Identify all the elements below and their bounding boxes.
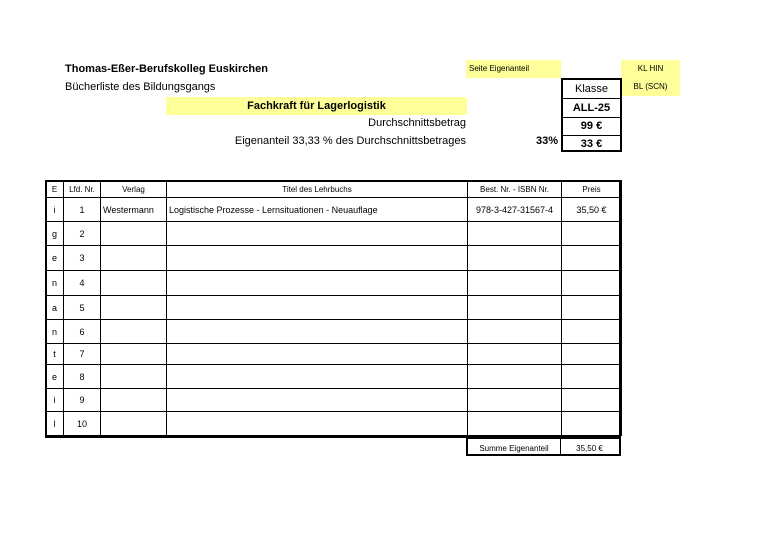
isbn-cell <box>468 271 562 296</box>
title-cell: Logistische Prozesse - Lernsituationen - Neuauflage <box>167 198 468 222</box>
isbn-cell <box>468 222 562 246</box>
share-label: Eigenanteil 33,33 % des Durchschnittsbetrages <box>234 135 466 147</box>
row-number: 1 <box>64 198 101 222</box>
side-letter: n <box>46 271 64 296</box>
publisher-cell <box>101 412 167 436</box>
row-number: 6 <box>64 320 101 344</box>
side-letter: t <box>46 344 64 365</box>
row-number: 3 <box>64 246 101 271</box>
title-cell <box>167 320 468 344</box>
side-letter: i <box>46 389 64 412</box>
price-cell <box>562 344 622 365</box>
isbn-cell <box>468 344 562 365</box>
price-cell <box>562 412 622 436</box>
price-cell <box>562 365 622 389</box>
title-cell <box>167 246 468 271</box>
price-cell <box>562 320 622 344</box>
publisher-cell: Westermann <box>101 198 167 222</box>
isbn-cell <box>468 365 562 389</box>
col-header-isbn: Best. Nr. - ISBN Nr. <box>468 181 562 198</box>
publisher-cell <box>101 222 167 246</box>
isbn-cell <box>468 389 562 412</box>
table-row <box>46 246 622 271</box>
row-number: 2 <box>64 222 101 246</box>
title-cell <box>167 296 468 320</box>
row-number: 5 <box>64 296 101 320</box>
publisher-cell <box>101 344 167 365</box>
sum-label: Summe Eigenanteil <box>466 437 561 456</box>
program-title: Fachkraft für Lagerlogistik <box>166 97 467 115</box>
table-row <box>46 222 622 246</box>
col-header-e: E <box>46 181 64 198</box>
title-cell <box>167 389 468 412</box>
col-header-number: Lfd. Nr. <box>64 181 101 198</box>
isbn-cell <box>468 320 562 344</box>
table-row <box>46 320 622 344</box>
isbn-cell <box>468 296 562 320</box>
table-header-row <box>46 181 622 198</box>
table-row <box>46 365 622 389</box>
school-name: Thomas-Eßer-Berufskolleg Euskirchen <box>65 63 268 75</box>
table-row <box>46 412 622 436</box>
publisher-cell <box>101 320 167 344</box>
page-share-label: Seite Eigenanteil <box>466 60 561 78</box>
share-percent: 33% <box>535 135 558 147</box>
title-cell <box>167 344 468 365</box>
sum-value: 35,50 € <box>560 437 621 456</box>
side-letter: n <box>46 320 64 344</box>
price-cell <box>562 222 622 246</box>
booklist-subtitle: Bücherliste des Bildungsgangs <box>65 81 216 93</box>
title-cell <box>167 365 468 389</box>
col-header-price: Preis <box>562 181 622 198</box>
row-number: 8 <box>64 365 101 389</box>
class-box <box>561 78 622 152</box>
publisher-cell <box>101 271 167 296</box>
table-row <box>46 271 622 296</box>
side-letter: a <box>46 296 64 320</box>
row-number: 7 <box>64 344 101 365</box>
row-number: 4 <box>64 271 101 296</box>
average-amount-value: 99 € <box>563 118 620 136</box>
publisher-cell <box>101 365 167 389</box>
price-cell <box>562 246 622 271</box>
average-amount-label: Durchschnittsbetrag <box>368 117 466 129</box>
price-cell: 35,50 € <box>562 198 622 222</box>
side-letter: e <box>46 365 64 389</box>
publisher-cell <box>101 389 167 412</box>
share-amount-value: 33 € <box>580 138 603 150</box>
isbn-cell: 978-3-427-31567-4 <box>468 198 562 222</box>
publisher-cell <box>101 296 167 320</box>
publisher-cell <box>101 246 167 271</box>
isbn-cell <box>468 246 562 271</box>
title-cell <box>167 222 468 246</box>
row-number: 10 <box>64 412 101 436</box>
price-cell <box>562 389 622 412</box>
isbn-cell <box>468 412 562 436</box>
side-letter: i <box>46 198 64 222</box>
title-cell <box>167 271 468 296</box>
row-number: 9 <box>64 389 101 412</box>
price-cell <box>562 296 622 320</box>
side-letter: l <box>46 412 64 436</box>
table-row <box>46 344 622 365</box>
col-header-publisher: Verlag <box>101 181 167 198</box>
table-row <box>46 296 622 320</box>
class-code-secondary: BL (SCN) <box>621 78 680 96</box>
class-label: Klasse <box>563 80 620 99</box>
table-row <box>46 198 622 222</box>
price-cell <box>562 271 622 296</box>
table-row <box>46 389 622 412</box>
class-value: ALL-25 <box>563 99 620 118</box>
book-table <box>45 180 622 436</box>
col-header-title: Titel des Lehrbuchs <box>167 181 468 198</box>
side-letter: e <box>46 246 64 271</box>
class-code-primary: KL HIN <box>621 60 680 78</box>
side-letter: g <box>46 222 64 246</box>
title-cell <box>167 412 468 436</box>
